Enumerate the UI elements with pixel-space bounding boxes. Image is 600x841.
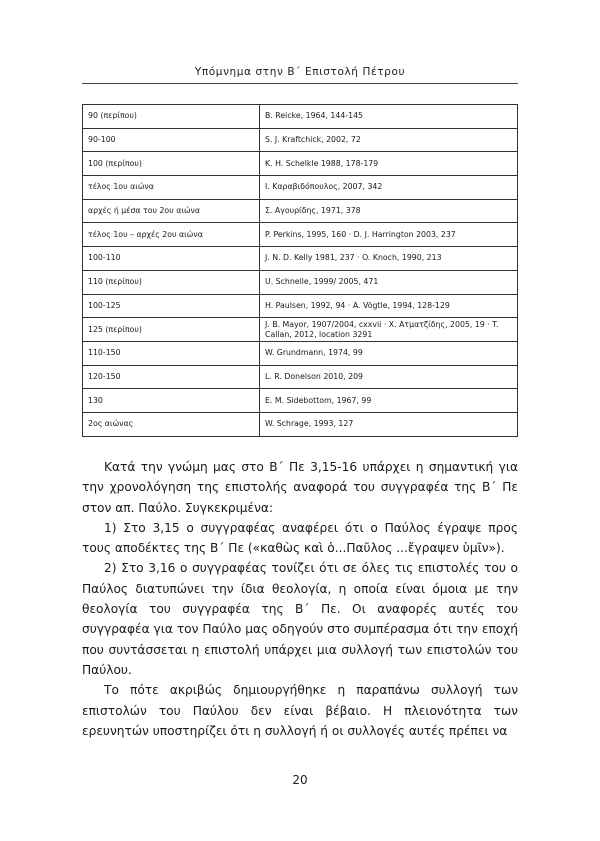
date-cell: 90 (περίπου) xyxy=(83,105,260,129)
table-row xyxy=(83,294,518,318)
paragraph: 1) Στο 3,15 ο συγγραφέας αναφέρει ότι ο Παύλος έγραψε προς τους αποδέκτες της Β΄ Πε («καθὼς καὶ ὁ...Παῦλος ...ἔγραψεν ὑμῖν»). xyxy=(82,520,518,556)
date-cell: 110 (περίπου) xyxy=(83,270,260,294)
page-number: 20 xyxy=(292,773,308,787)
table-row xyxy=(83,247,518,271)
dating-table-body xyxy=(83,105,518,437)
date-cell: 90-100 xyxy=(83,128,260,152)
date-cell: 125 (περίπου) xyxy=(83,318,260,342)
source-cell: E. M. Sidebottom, 1967, 99 xyxy=(260,389,518,413)
source-cell: B. Reicke, 1964, 144-145 xyxy=(260,105,518,129)
table-row xyxy=(83,128,518,152)
date-cell: αρχές ή μέσα του 2ου αιώνα xyxy=(83,199,260,223)
date-cell: 130 xyxy=(83,389,260,413)
source-cell: P. Perkins, 1995, 160 · D. J. Harrington 2003, 237 xyxy=(260,223,518,247)
table-row xyxy=(83,176,518,200)
date-cell: 100-125 xyxy=(83,294,260,318)
dating-table xyxy=(82,104,518,437)
source-cell: W. Schrage, 1993, 127 xyxy=(260,412,518,436)
source-cell: J. N. D. Kelly 1981, 237 · O. Knoch, 1990, 213 xyxy=(260,247,518,271)
paragraph: Κατά την γνώμη μας στο Β΄ Πε 3,15-16 υπάρχει η σημαντική για την χρονολόγηση της επιστολής αναφορά του συγγραφέα της Β΄ Πε στον απ. Παύλο. Συγκεκριμένα: xyxy=(82,460,518,515)
table-row xyxy=(83,199,518,223)
table-row xyxy=(83,318,518,342)
date-cell: τέλος 1ου αιώνα xyxy=(83,176,260,200)
date-cell: 100 (περίπου) xyxy=(83,152,260,176)
date-cell: 2ος αιώνας xyxy=(83,412,260,436)
source-cell: W. Grundmann, 1974, 99 xyxy=(260,341,518,365)
running-header: Υπόμνημα στην Β΄ Επιστολή Πέτρου xyxy=(194,66,406,78)
table-row xyxy=(83,270,518,294)
table-row xyxy=(83,152,518,176)
table-row xyxy=(83,341,518,365)
table-row xyxy=(83,389,518,413)
source-cell: Ι. Καραβιδόπουλος, 2007, 342 xyxy=(260,176,518,200)
date-cell: τέλος 1ου – αρχές 2ου αιώνα xyxy=(83,223,260,247)
table-row xyxy=(83,105,518,129)
source-cell: H. Paulsen, 1992, 94 · A. Vögtle, 1994, 128-129 xyxy=(260,294,518,318)
source-cell: S. J. Kraftchick, 2002, 72 xyxy=(260,128,518,152)
paragraph: Το πότε ακριβώς δημιουργήθηκε η παραπάνω συλλογή των επιστολών του Παύλου δεν είναι βέβαιο. Η πλειονότητα των ερευνητών υποστηρίζει ότι η συλλογή ή οι συλλογές αυτές πρέπει να xyxy=(82,683,518,738)
table-row xyxy=(83,223,518,247)
source-cell: U. Schnelle, 1999/ 2005, 471 xyxy=(260,270,518,294)
body-text xyxy=(82,457,518,741)
source-cell: J. B. Mayor, 1907/2004, cxxvii · Χ. Ατματζίδης, 2005, 19 · T. Callan, 2012, location 3291 xyxy=(260,318,518,342)
source-cell: K. H. Schelkle 1988, 178-179 xyxy=(260,152,518,176)
date-cell: 100-110 xyxy=(83,247,260,271)
table-row xyxy=(83,412,518,436)
table-row xyxy=(83,365,518,389)
source-cell: Σ. Αγουρίδης, 1971, 378 xyxy=(260,199,518,223)
source-cell: L. R. Donelson 2010, 209 xyxy=(260,365,518,389)
date-cell: 120-150 xyxy=(83,365,260,389)
header-rule xyxy=(82,83,518,84)
paragraph: 2) Στο 3,16 ο συγγραφέας τονίζει ότι σε όλες τις επιστολές του ο Παύλος διατυπώνει την ίδια θεολογία, η οποία είναι όμοια με την θεολογία του συγγραφέα της Β΄ Πε. Οι αναφορές αυτές του συγγραφέα για τον Παύλο μας οδηγούν στο συμπέρασμα ότι την εποχή που συντάσσεται η επιστολή υπάρχει μια συλλογή των επιστολών του Παύλου. xyxy=(82,561,518,677)
date-cell: 110-150 xyxy=(83,341,260,365)
